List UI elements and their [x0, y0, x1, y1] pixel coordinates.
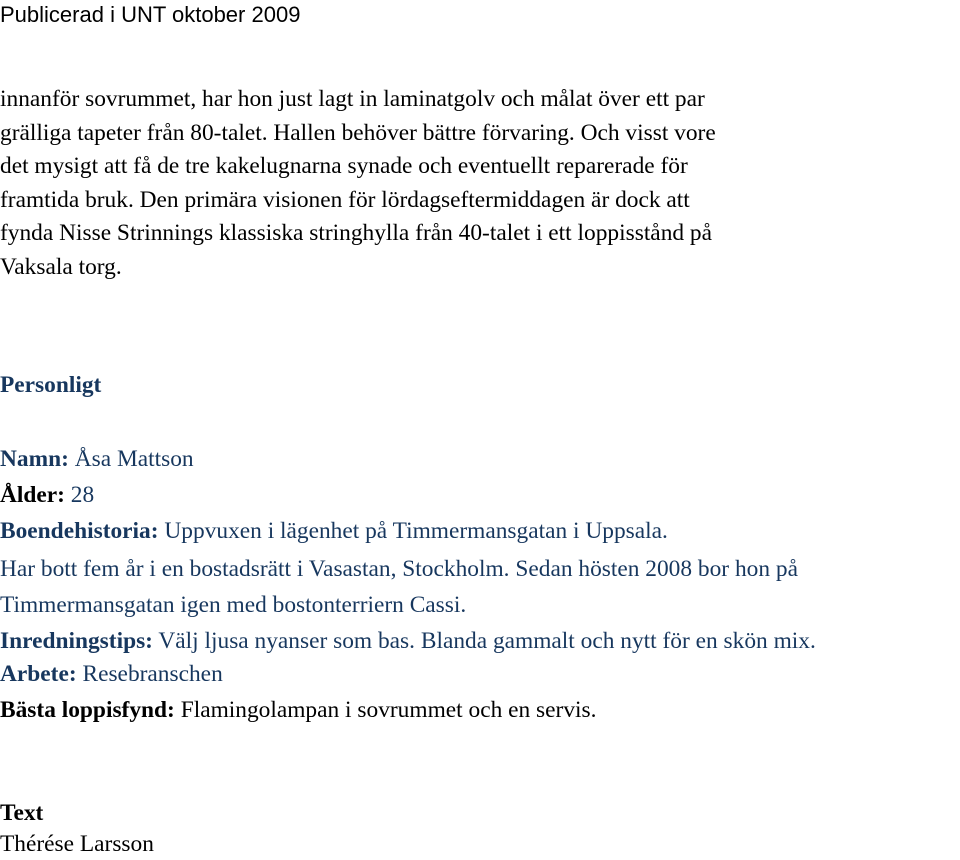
credit-author: Thérése Larsson: [0, 831, 154, 857]
fact-value-name: Åsa Mattson: [68, 446, 194, 472]
fact-value-age: 28: [64, 482, 95, 508]
fact-label-age: Ålder:: [0, 482, 65, 508]
fact-age: [0, 479, 94, 511]
credit-label: Text: [0, 800, 44, 826]
fact-housing-continued-2: Timmermansgatan igen med bostonterriern Cassi.: [0, 592, 467, 618]
fact-value-work: Resebranschen: [76, 661, 223, 687]
article-body: [0, 83, 900, 285]
section-title-personligt: Personligt: [0, 372, 102, 398]
article-line: Vaksala torg.: [0, 253, 122, 280]
fact-housing-continued: Har bott fem år i en bostadsrätt i Vasastan, Stockholm. Sedan hösten 2008 bor hon på: [0, 556, 798, 582]
fact-value-decor: Välj ljusa nyanser som bas. Blanda gammalt och nytt för en skön mix.: [152, 628, 816, 654]
fact-value-housing: Uppvuxen i lägenhet på Timmermansgatan i Uppsala.: [158, 518, 668, 544]
article-line: fynda Nisse Strinnings klassiska stringhylla från 40-talet i ett loppisstånd på: [0, 220, 713, 247]
article-line: det mysigt att få de tre kakelugnarna synade och eventuellt reparerade för: [0, 153, 688, 180]
fact-housing: [0, 515, 668, 547]
article-line: grälliga tapeter från 80-talet. Hallen behöver bättre förvaring. Och visst vore: [0, 119, 716, 146]
fact-label-name: Namn:: [0, 446, 69, 472]
fact-value-find: Flamingolampan i sovrummet och en servis.: [174, 697, 597, 723]
fact-work: [0, 658, 223, 690]
fact-label-find: Bästa loppisfynd:: [0, 697, 175, 723]
fact-best-find: [0, 694, 596, 726]
article-line: framtida bruk. Den primära visionen för lördagseftermiddagen är dock att: [0, 186, 690, 213]
fact-label-work: Arbete:: [0, 661, 77, 687]
article-line: innanför sovrummet, har hon just lagt in laminatgolv och målat över ett par: [0, 86, 705, 112]
fact-label-housing: Boendehistoria:: [0, 518, 159, 544]
fact-label-decor: Inredningstips:: [0, 628, 153, 654]
fact-name: [0, 443, 194, 475]
fact-decor-tips: [0, 625, 816, 657]
publication-header: Publicerad i UNT oktober 2009: [0, 2, 301, 27]
